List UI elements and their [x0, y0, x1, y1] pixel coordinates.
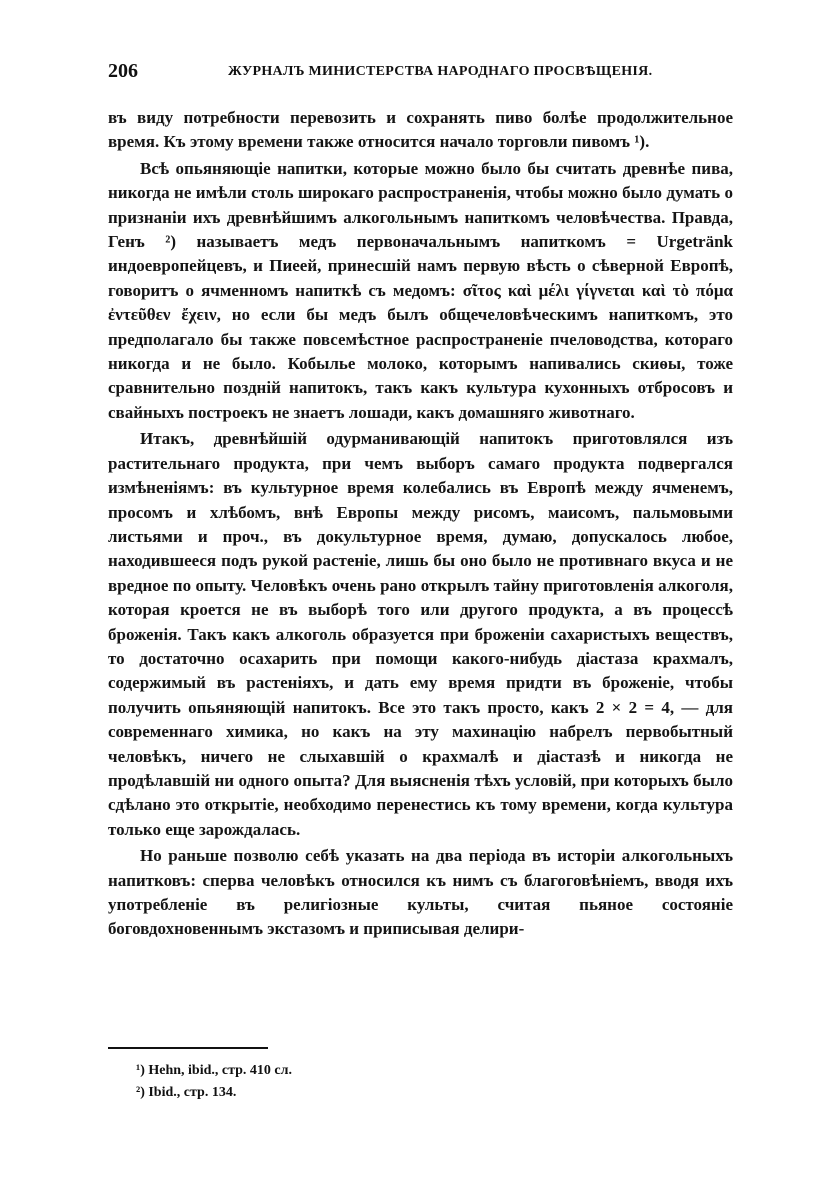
footnote: ²) Ibid., стр. 134.: [136, 1085, 237, 1100]
footnote-divider: [108, 1047, 268, 1049]
footnotes: [136, 1060, 636, 1104]
running-title: ЖУРНАЛЪ МИНИСТЕРСТВА НАРОДНАГО ПРОСВѢЩЕНІЯ.: [228, 64, 653, 79]
page-header: [108, 60, 733, 86]
body-text: [108, 106, 733, 942]
page-number: 206: [108, 60, 138, 82]
paragraph: Но раньше позволю себѣ указать на два періода въ исторіи алкогольныхъ напитковъ: сперва человѣкъ относился къ нимъ съ благоговѣніемъ, вводя ихъ употребленіе въ религіозные культы, считая пьяное состояніе боговдохновеннымъ экстазомъ и приписывая делири-: [108, 846, 733, 939]
paragraph: Всѣ опьяняющіе напитки, которые можно было бы считать древнѣе пива, никогда не имѣли столь широкаго распространенія, чтобы можно было думать о признаніи ихъ древнѣйшимъ алкогольнымъ напиткомъ человѣчества. Правда, Генъ ²) называетъ медъ первоначальнымъ напиткомъ = Urgetränk индоевропейцевъ, и Пиеей, принесшій намъ первую вѣсть о сѣверной Европѣ, говоритъ о ячменномъ напиткѣ съ медомъ: σῖτος καὶ μέλι γίγνεται καὶ τὸ πόμα ἐντεῦθεν ἔχειν, но если бы медъ былъ общечеловѣческимъ напиткомъ, это предполагало бы также повсемѣстное распространеніе пчеловодства, котораго никогда и не было. Кобылье молоко, которымъ напивались скиѳы, тоже сравнительно поздній напитокъ, такъ какъ культура кухонныхъ отбросовъ и свайныхъ построекъ не знаетъ лошади, какъ домашняго животнаго.: [108, 158, 733, 422]
paragraph-continuation: въ виду потребности перевозить и сохранять пиво болѣе продолжительное время. Къ этому времени также относится начало торговли пивомъ ¹).: [108, 108, 733, 152]
paragraph: Итакъ, древнѣйшій одурманивающій напитокъ приготовлялся изъ растительнаго продукта, при чемъ выборъ самаго продукта подвергался измѣненіямъ: въ культурное время колебались въ Европѣ между ячменемъ, просомъ и хлѣбомъ, внѣ Европы между рисомъ, маисомъ, пальмовыми листьями и проч., въ докультурное время, думаю, допускалось любое, находившееся подъ рукой растеніе, лишь бы оно было не противнаго вкуса и не вредное по опыту. Человѣкъ очень рано открылъ тайну приготовленія алкоголя, которая кроется не въ выборѣ того или другого продукта, а въ процессѣ броженія. Такъ какъ алкоголь образуется при броженіи сахаристыхъ веществъ, то достаточно осахарить при помощи какого-нибудь діастаза крахмалъ, содержимый въ растеніяхъ, и дать ему время придти въ броженіе, чтобы получить опьяняющій напитокъ. Все это такъ просто, какъ 2 × 2 = 4, — для современнаго химика, но какъ на эту махинацію набрелъ первобытный человѣкъ, ничего не слыхавшій о крахмалѣ и діастазѣ и никогда не продѣлавшій ни одного опыта? Для выясненія тѣхъ условій, при которыхъ было сдѣлано это открытіе, необходимо перенестись къ тому времени, когда культура только еще зарождалась.: [108, 429, 733, 839]
footnote: ¹) Hehn, ibid., стр. 410 сл.: [136, 1063, 293, 1078]
